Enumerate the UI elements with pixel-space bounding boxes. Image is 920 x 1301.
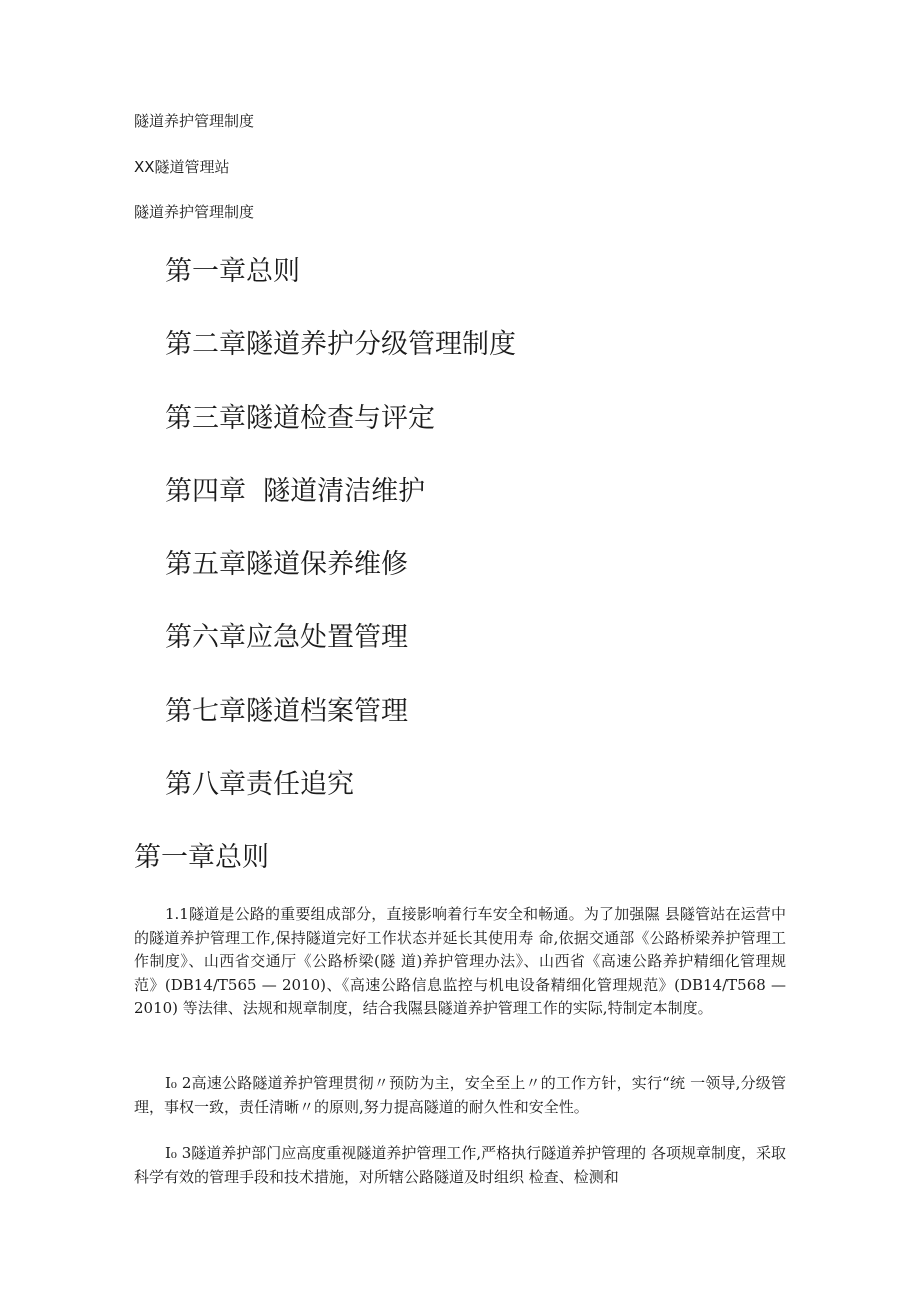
toc-item-chapter-5: 第五章隧道保养维修 bbox=[165, 549, 408, 581]
toc-item-chapter-2: 第二章隧道养护分级管理制度 bbox=[165, 329, 516, 361]
document-title-line: 隧道养护管理制度 bbox=[134, 112, 255, 130]
paragraph-1-1: 1.1隧道是公路的重要组成部分，直接影响着行车安全和畅通。为了加强隰 县隧管站在运营中的隧道养护管理工作,保持隧道完好工作状态并延长其使用寿 命,依据交通部《公路桥梁养护管理工作制度》、山西省交通厅《公路桥梁(隧 道)养护管理办法》、山西省《高速公路养护精细化管理规范》(DB14/T565 — 2010)、《高速公路信息监控与机电设备精细化管理规范》(DB14/T568 —2010) 等法律、法规和规章制度，结合我隰县隧道养护管理工作的实际,特制定本制度。 bbox=[134, 905, 786, 1018]
paragraph-1-3: I₀ 3隧道养护部门应高度重视隧道养护管理工作,严格执行隧道养护管理的 各项规章制度，采取科学有效的管理手段和技术措施，对所辖公路隧道及时组织 检查、检测和 bbox=[134, 1144, 786, 1186]
organization-name: XX隧道管理站 bbox=[134, 158, 230, 176]
toc-item-chapter-1: 第一章总则 bbox=[165, 256, 300, 287]
toc-item-chapter-4: 第四章 隧道清洁维护 bbox=[165, 475, 426, 507]
document-subtitle-line: 隧道养护管理制度 bbox=[134, 203, 255, 221]
chapter-heading: 第一章总则 bbox=[134, 842, 269, 873]
toc-item-chapter-8: 第八章责任追究 bbox=[165, 769, 354, 801]
toc-item-chapter-7: 第七章隧道档案管理 bbox=[165, 695, 408, 727]
toc-item-chapter-3: 第三章隧道检查与评定 bbox=[165, 402, 435, 434]
toc-item-chapter-6: 第六章应急处置管理 bbox=[165, 622, 408, 654]
paragraph-1-2: I₀ 2高速公路隧道养护管理贯彻〃预防为主，安全至上〃的工作方针，实行“统 一领导,分级管理，事权一致，责任清晰〃的原则,努力提高隧道的耐久性和安全性。 bbox=[134, 1074, 786, 1116]
table-of-contents bbox=[165, 250, 516, 836]
